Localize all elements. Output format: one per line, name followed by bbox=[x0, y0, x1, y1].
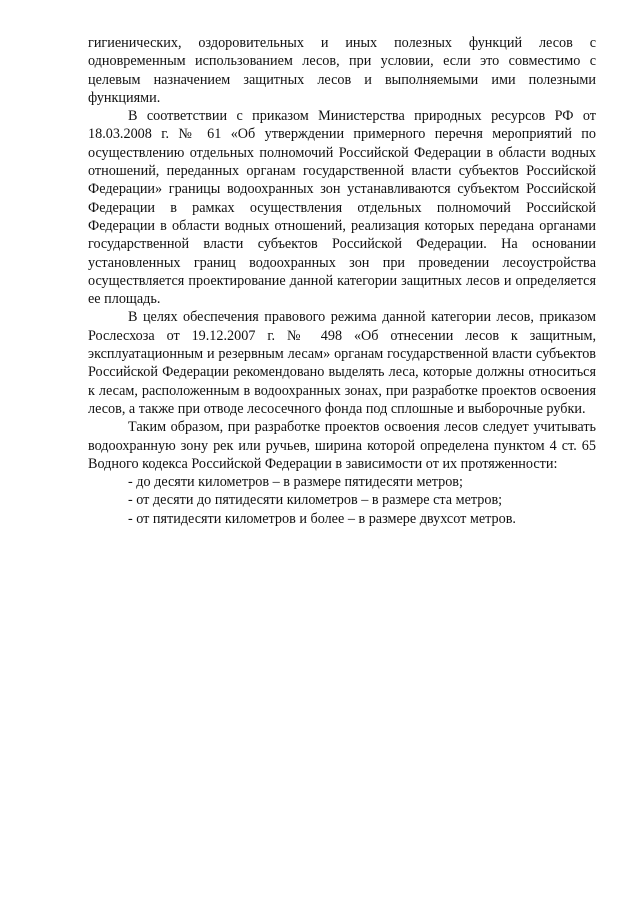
list-item: - от пятидесяти километров и более – в размере двухсот метров. bbox=[128, 510, 516, 527]
list-item: - от десяти до пятидесяти километров – в размере ста метров; bbox=[128, 492, 503, 509]
document-page bbox=[88, 34, 596, 528]
water-protection-zone-list bbox=[88, 473, 596, 528]
list-item: - до десяти километров – в размере пятидесяти метров; bbox=[128, 474, 463, 491]
paragraph-continuation: гигиенических, оздоровительных и иных полезных функций лесов с одновременным использованием лесов, при условии, если это совместимо с целевым назначением защитных лесов и выполняемыми ими полезными функциями. bbox=[88, 35, 596, 106]
paragraph-ministry-order: В соответствии с приказом Министерства природных ресурсов РФ от 18.03.2008 г. № 61 «Об утверждении примерного перечня мероприятий по осуществлению отдельных полномочий Российской Федерации в области водных отношений, переданных органам государственной власти субъектов Российской Федерации» границы водоохранных зон устанавливаются субъектом Российской Федерации в рамках осуществления отдельных полномочий Российской Федерации в области водных отношений, реализация которых передана органами государственной власти субъектов Российской Федерации. На основании установленных границ водоохранных зон при проведении лесоустройства осуществляется проектирование данной категории защитных лесов и определяется ее площадь. bbox=[88, 108, 596, 308]
paragraph-rosleskhoz-order: В целях обеспечения правового режима данной категории лесов, приказом Рослесхоза от 19.12.2007 г. № 498 «Об отнесении лесов к защитным, эксплуатационным и резервным лесам» органам государственной власти субъектов Российской Федерации рекомендовано выделять леса, которые должны относиться к лесам, расположенным в водоохранных зонах, при разработке проектов освоения лесов, а также при отводе лесосечного фонда под сплошные и выборочные рубки. bbox=[88, 309, 596, 417]
paragraph-conclusion: Таким образом, при разработке проектов освоения лесов следует учитывать водоохранную зону рек или ручьев, ширина которой определена пунктом 4 ст. 65 Водного кодекса Российской Федерации в зависимости от их протяженности: bbox=[88, 419, 596, 472]
